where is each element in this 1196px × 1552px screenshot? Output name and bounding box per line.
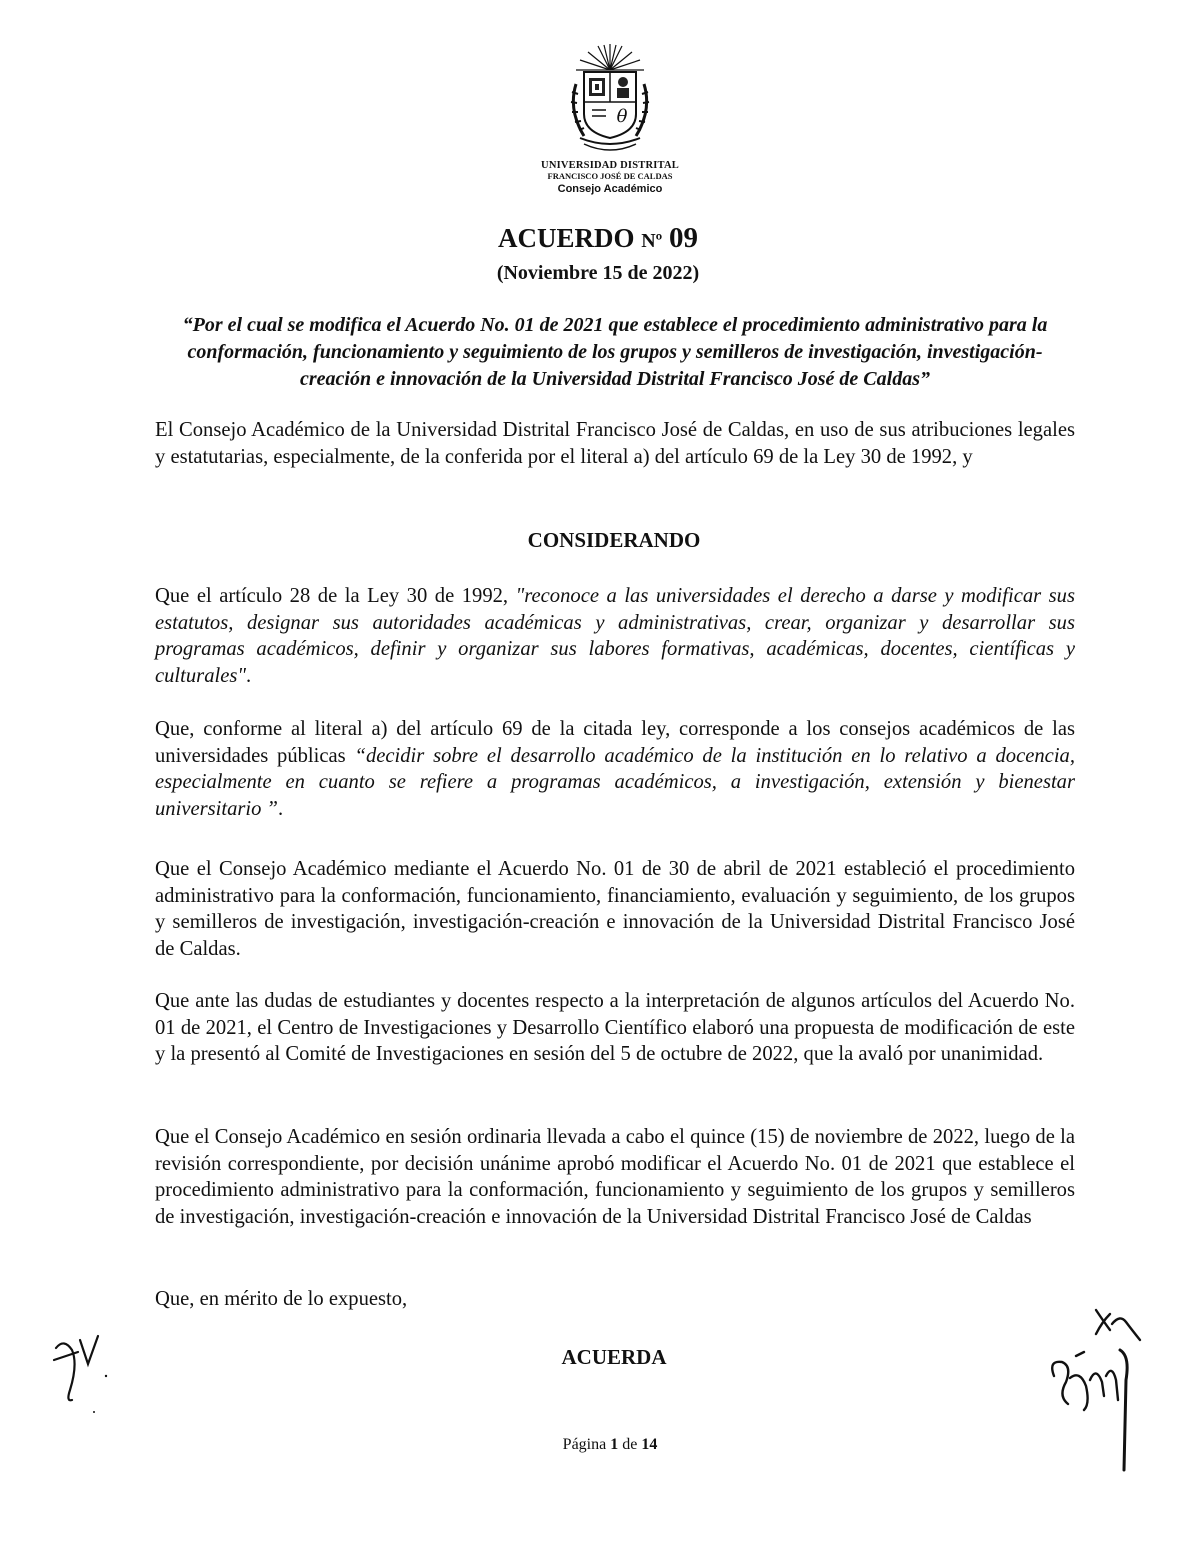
preamble-paragraph: El Consejo Académico de la Universidad Distrital Francisco José de Caldas, en uso de sus atribuciones legales y estatutarias, especialmente, de la conferida por el literal a) del artículo 69 de la Ley 30 de 1992, y: [155, 419, 1075, 468]
university-crest-icon: [562, 40, 658, 158]
considerando-1-text: Que el artículo 28 de la Ley 30 de 1992,: [155, 585, 516, 607]
considerando-1-end: .: [246, 664, 252, 687]
considerando-paragraph-4: Que ante las dudas de estudiantes y docentes respecto a la interpretación de algunos artículos del Acuerdo No. 01 de 2021, el Centro de Investigaciones y Desarrollo Científico elaboró una propuesta de modificación de este y la presentó al Comité de Investigaciones en sesión del 5 de octubre de 2022, que la avaló por unanimidad.: [155, 990, 1075, 1065]
svg-text:θ: θ: [616, 106, 628, 127]
document-date: (Noviembre 15 de 2022): [496, 262, 700, 284]
document-subject: “Por el cual se modifica el Acuerdo No. 01 de 2021 que establece el procedimiento administrativo para la conformación, funcionamiento y seguimiento de los grupos y semilleros de investigación, investigación-creación e innovación de la Universidad Distrital Francisco José de Caldas”: [182, 314, 1048, 390]
closing-paragraph: Que, en mérito de lo expuesto,: [155, 1288, 408, 1310]
considerando-1-quote: "reconoce a las universidades el derecho a darse y modificar sus estatutos, designar sus autoridades académicas y administrativas, crear, organizar y desarrollar sus programas académicos, definir y organizar sus labores formativas, académicas, docentes, científicas y culturales": [155, 585, 1075, 687]
considerando-2-quote: “decidir sobre el desarrollo académico de la institución en lo relativo a docencia, especialmente en cuanto se refiere a programas académicos, a investigación, extensión y bienestar universitario ”: [155, 744, 1075, 820]
considerando-2-text: Que, conforme al literal a) del artículo 69 de la citada ley, corresponde a los consejos académicos de las universidades públicas: [155, 718, 1075, 767]
title-prefix: ACUERDO: [497, 223, 635, 253]
page-label: Página: [562, 1436, 607, 1453]
university-name: UNIVERSIDAD DISTRITAL: [541, 160, 679, 171]
council-name: Consejo Académico: [557, 183, 663, 195]
page-number: 1: [610, 1436, 619, 1453]
considerando-2-end: .: [278, 797, 284, 820]
title-number-symbol: Nº: [641, 230, 663, 252]
title-number: 09: [669, 222, 699, 254]
considerando-paragraph-3: Que el Consejo Académico mediante el Acuerdo No. 01 de 30 de abril de 2021 estableció el procedimiento administrativo para la conformación, funcionamiento, financiamiento, evaluación y seguimiento, de los grupos y semilleros de investigación, investigación-creación e innovación de la Universidad Distrital Francisco José de Caldas.: [155, 858, 1075, 960]
page-footer: [0, 1436, 1196, 1454]
university-subname: FRANCISCO JOSÉ DE CALDAS: [547, 171, 673, 181]
letterhead: [500, 40, 720, 197]
considerando-paragraph-2: [155, 716, 1075, 822]
page-total: 14: [641, 1436, 658, 1453]
considerando-paragraph-1: [155, 583, 1075, 689]
considerando-paragraph-5: Que el Consejo Académico en sesión ordinaria llevada a cabo el quince (15) de noviembre de 2022, luego de la revisión correspondiente, por decisión unánime aprobó modificar el Acuerdo No. 01 de 2021 que establece el procedimiento administrativo para la conformación, funcionamiento y seguimiento de los grupos y semilleros de investigación, investigación-creación e innovación de la Universidad Distrital Francisco José de Caldas: [155, 1126, 1075, 1228]
document-title: [0, 222, 1196, 255]
handwritten-signature-icon: [1040, 1300, 1150, 1480]
handwritten-initials-icon: [50, 1330, 130, 1430]
page-of-label: de: [622, 1436, 638, 1453]
acuerda-heading: ACUERDA: [561, 1345, 667, 1369]
considerando-heading: CONSIDERANDO: [527, 528, 701, 552]
